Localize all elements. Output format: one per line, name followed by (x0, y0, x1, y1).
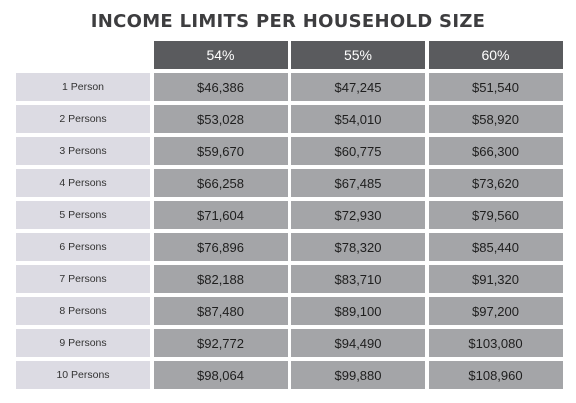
column-header-60-percent: 60% (429, 41, 563, 69)
row-label: 5 Persons (16, 201, 150, 229)
row-label: 8 Persons (16, 297, 150, 325)
table-cell: $67,485 (291, 169, 425, 197)
table-cell: $59,670 (154, 137, 288, 165)
table-corner (16, 41, 150, 69)
table-cell: $78,320 (291, 233, 425, 261)
row-label: 6 Persons (16, 233, 150, 261)
table-cell: $76,896 (154, 233, 288, 261)
table-cell: $94,490 (291, 329, 425, 357)
table-cell: $85,440 (429, 233, 563, 261)
table-cell: $54,010 (291, 105, 425, 133)
table-cell: $72,930 (291, 201, 425, 229)
row-label: 2 Persons (16, 105, 150, 133)
row-label: 3 Persons (16, 137, 150, 165)
table-cell: $89,100 (291, 297, 425, 325)
table-cell: $87,480 (154, 297, 288, 325)
table-cell: $47,245 (291, 73, 425, 101)
row-label: 10 Persons (16, 361, 150, 389)
row-label: 4 Persons (16, 169, 150, 197)
column-header-54-percent: 54% (154, 41, 288, 69)
table-cell: $58,920 (429, 105, 563, 133)
row-label: 1 Person (16, 73, 150, 101)
table-cell: $66,258 (154, 169, 288, 197)
table-cell: $46,386 (154, 73, 288, 101)
table-cell: $73,620 (429, 169, 563, 197)
table-cell: $99,880 (291, 361, 425, 389)
page-title: INCOME LIMITS PER HOUSEHOLD SIZE (90, 11, 486, 32)
income-limits-table (16, 41, 563, 389)
table-cell: $66,300 (429, 137, 563, 165)
table-cell: $53,028 (154, 105, 288, 133)
table-cell: $108,960 (429, 361, 563, 389)
column-header-55-percent: 55% (291, 41, 425, 69)
table-cell: $98,064 (154, 361, 288, 389)
table-cell: $51,540 (429, 73, 563, 101)
table-cell: $83,710 (291, 265, 425, 293)
table-cell: $71,604 (154, 201, 288, 229)
row-label: 7 Persons (16, 265, 150, 293)
table-cell: $79,560 (429, 201, 563, 229)
table-cell: $82,188 (154, 265, 288, 293)
table-cell: $60,775 (291, 137, 425, 165)
table-cell: $97,200 (429, 297, 563, 325)
table-cell: $92,772 (154, 329, 288, 357)
row-label: 9 Persons (16, 329, 150, 357)
table-cell: $103,080 (429, 329, 563, 357)
table-cell: $91,320 (429, 265, 563, 293)
